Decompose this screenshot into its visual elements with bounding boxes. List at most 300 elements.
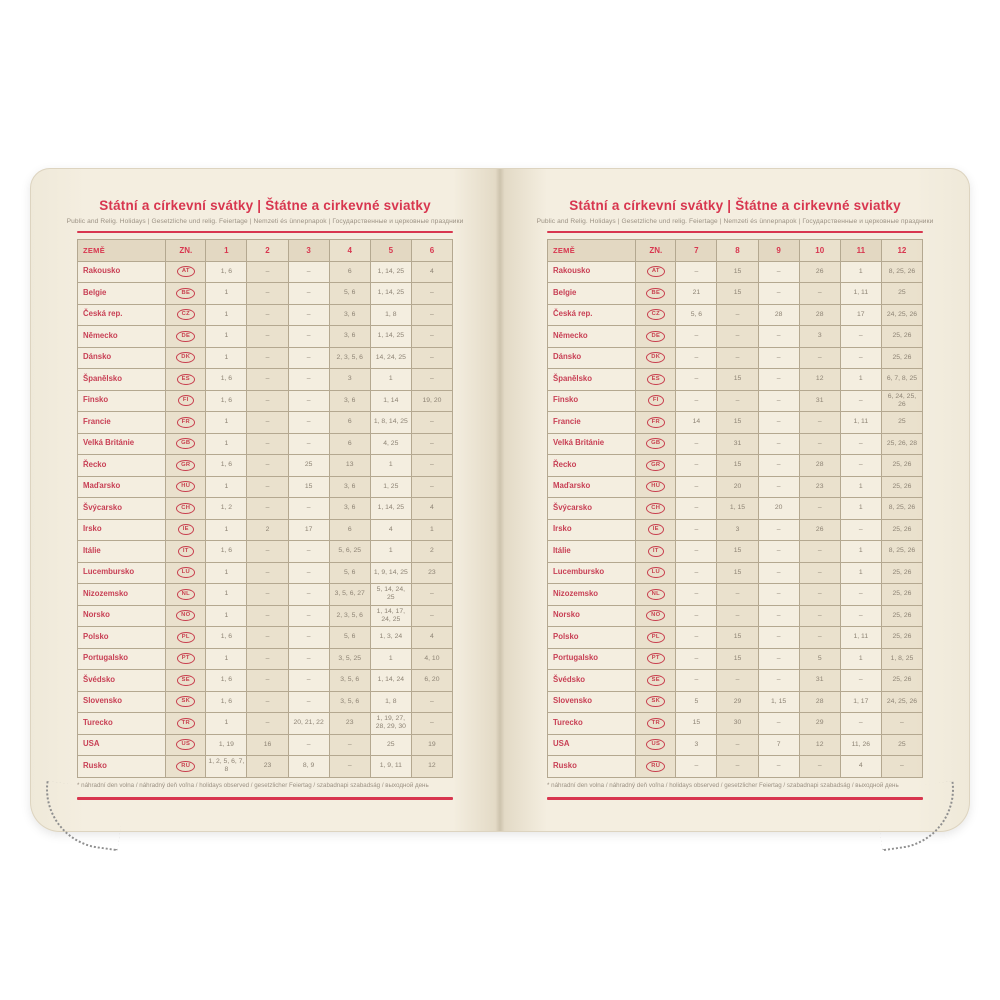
holiday-dates-cell: 8, 25, 26 bbox=[881, 261, 922, 283]
country-code-cell bbox=[636, 519, 676, 541]
holiday-dates-cell: 1 bbox=[840, 562, 881, 584]
holiday-dates-cell: – bbox=[758, 390, 799, 412]
country-name: Švédsko bbox=[548, 670, 636, 692]
country-code-badge: RU bbox=[646, 761, 665, 772]
holiday-dates-cell: 1, 11 bbox=[840, 412, 881, 434]
country-name: Španělsko bbox=[78, 369, 166, 391]
holiday-dates-cell: – bbox=[411, 326, 452, 348]
table-row bbox=[78, 412, 453, 434]
country-name: Německo bbox=[548, 326, 636, 348]
holiday-dates-cell: – bbox=[247, 562, 288, 584]
holiday-dates-cell: – bbox=[881, 756, 922, 778]
holiday-dates-cell: 1, 14, 25 bbox=[370, 261, 411, 283]
holiday-dates-cell: 5, 6 bbox=[329, 283, 370, 305]
header-row bbox=[548, 240, 923, 262]
holiday-dates-cell: 1 bbox=[840, 648, 881, 670]
holiday-dates-cell: 5 bbox=[676, 691, 717, 713]
holiday-dates-cell: 1, 17 bbox=[840, 691, 881, 713]
country-code-cell bbox=[166, 412, 206, 434]
country-code-cell bbox=[636, 412, 676, 434]
country-code-badge: SK bbox=[176, 696, 195, 707]
holiday-dates-cell: 23 bbox=[247, 756, 288, 778]
column-header-month-9: 9 bbox=[758, 240, 799, 262]
holiday-dates-cell: 2 bbox=[411, 541, 452, 563]
table-row bbox=[548, 347, 923, 369]
country-code-badge: IE bbox=[178, 524, 194, 535]
holiday-dates-cell: 1, 15 bbox=[717, 498, 758, 520]
country-code-badge: CH bbox=[646, 503, 665, 514]
table-row bbox=[548, 670, 923, 692]
table-row bbox=[78, 476, 453, 498]
holiday-dates-cell: 24, 25, 26 bbox=[881, 304, 922, 326]
country-code-badge: TR bbox=[177, 718, 195, 729]
table-row bbox=[78, 283, 453, 305]
holiday-dates-cell: 6 bbox=[329, 261, 370, 283]
column-header-code: ZN. bbox=[166, 240, 206, 262]
country-code-cell bbox=[166, 519, 206, 541]
country-code-badge: GR bbox=[176, 460, 195, 471]
holiday-dates-cell: 6 bbox=[329, 433, 370, 455]
table-row bbox=[548, 605, 923, 627]
holiday-dates-cell: 25, 26 bbox=[881, 584, 922, 606]
holiday-dates-cell: – bbox=[717, 390, 758, 412]
table-row bbox=[548, 261, 923, 283]
country-name: USA bbox=[548, 734, 636, 756]
holiday-dates-cell: – bbox=[247, 670, 288, 692]
country-code-badge: PT bbox=[647, 653, 665, 664]
holiday-dates-cell: – bbox=[247, 713, 288, 735]
table-row bbox=[548, 433, 923, 455]
holiday-dates-cell: 17 bbox=[288, 519, 329, 541]
holiday-dates-cell: – bbox=[329, 734, 370, 756]
holiday-dates-cell: – bbox=[758, 670, 799, 692]
country-code-cell bbox=[636, 627, 676, 649]
table-row bbox=[78, 390, 453, 412]
holiday-dates-cell: 1, 9, 14, 25 bbox=[370, 562, 411, 584]
country-name: Itálie bbox=[78, 541, 166, 563]
country-code-cell bbox=[166, 670, 206, 692]
table-row bbox=[548, 498, 923, 520]
country-code-badge: PL bbox=[177, 632, 195, 643]
column-header-month-2: 2 bbox=[247, 240, 288, 262]
country-name: Belgie bbox=[78, 283, 166, 305]
country-code-badge: FI bbox=[648, 395, 664, 406]
table-row bbox=[78, 713, 453, 735]
red-divider-bottom bbox=[547, 797, 923, 800]
holiday-dates-cell: – bbox=[758, 627, 799, 649]
country-code-cell bbox=[636, 326, 676, 348]
table-row bbox=[548, 734, 923, 756]
column-header-month-5: 5 bbox=[370, 240, 411, 262]
table-row bbox=[78, 541, 453, 563]
holiday-dates-cell: – bbox=[758, 648, 799, 670]
holiday-dates-cell: 12 bbox=[799, 369, 840, 391]
country-name: Finsko bbox=[548, 390, 636, 412]
country-code-badge: NO bbox=[176, 610, 195, 621]
holiday-dates-cell: 13 bbox=[329, 455, 370, 477]
holiday-dates-cell: – bbox=[758, 455, 799, 477]
country-code-cell bbox=[636, 605, 676, 627]
country-name: Lucembursko bbox=[78, 562, 166, 584]
holiday-dates-cell: 1 bbox=[206, 304, 247, 326]
holiday-dates-cell: 3, 5, 6 bbox=[329, 670, 370, 692]
holiday-dates-cell: 25, 26 bbox=[881, 670, 922, 692]
column-header-month-11: 11 bbox=[840, 240, 881, 262]
holiday-dates-cell: – bbox=[676, 476, 717, 498]
holiday-dates-cell: 1, 8 bbox=[370, 691, 411, 713]
holiday-dates-cell: 1, 11 bbox=[840, 283, 881, 305]
holiday-dates-cell: – bbox=[799, 347, 840, 369]
holiday-dates-cell: 20 bbox=[717, 476, 758, 498]
holiday-dates-cell: 26 bbox=[799, 519, 840, 541]
diary-page-right bbox=[500, 168, 970, 832]
column-header-month-3: 3 bbox=[288, 240, 329, 262]
table-row bbox=[548, 584, 923, 606]
holiday-dates-cell: 1, 14, 24 bbox=[370, 670, 411, 692]
holiday-dates-cell: – bbox=[758, 347, 799, 369]
country-name: Česká rep. bbox=[548, 304, 636, 326]
holiday-dates-cell: 14 bbox=[676, 412, 717, 434]
holiday-dates-cell: – bbox=[411, 713, 452, 735]
holiday-dates-cell: – bbox=[717, 326, 758, 348]
red-divider-top bbox=[77, 231, 453, 233]
holiday-dates-cell: – bbox=[758, 369, 799, 391]
holiday-dates-cell: – bbox=[840, 605, 881, 627]
country-name: Portugalsko bbox=[548, 648, 636, 670]
holiday-dates-cell: 31 bbox=[799, 390, 840, 412]
holiday-dates-cell: 1, 3, 24 bbox=[370, 627, 411, 649]
country-code-badge: DE bbox=[176, 331, 195, 342]
holiday-dates-cell: 3 bbox=[676, 734, 717, 756]
holiday-dates-cell: 1, 14, 17, 24, 25 bbox=[370, 605, 411, 627]
holiday-dates-cell: 11, 26 bbox=[840, 734, 881, 756]
holiday-dates-cell: 4 bbox=[840, 756, 881, 778]
table-row bbox=[78, 498, 453, 520]
holiday-dates-cell: – bbox=[717, 347, 758, 369]
holiday-dates-cell: – bbox=[758, 541, 799, 563]
country-code-badge: FI bbox=[178, 395, 194, 406]
country-code-cell bbox=[166, 713, 206, 735]
holiday-dates-cell: – bbox=[840, 326, 881, 348]
holiday-dates-cell: – bbox=[411, 584, 452, 606]
holiday-dates-cell: 1 bbox=[206, 326, 247, 348]
country-code-badge: DK bbox=[646, 352, 665, 363]
table-footnote: * náhradní den volna / náhradný deň voľna / holidays observed / gesetzlicher Feiertag / szabadnapi szabadság / выходной день bbox=[77, 781, 429, 789]
page-title: Státní a církevní svátky | Štátne a cirkevné sviatky bbox=[99, 198, 431, 213]
country-code-badge: PT bbox=[177, 653, 195, 664]
table-row bbox=[78, 756, 453, 778]
table-row bbox=[78, 584, 453, 606]
holiday-dates-cell: 3, 6 bbox=[329, 390, 370, 412]
holiday-dates-cell: 3, 6 bbox=[329, 304, 370, 326]
country-code-badge: ES bbox=[177, 374, 195, 385]
holiday-dates-cell: – bbox=[881, 713, 922, 735]
holiday-dates-cell: – bbox=[717, 605, 758, 627]
country-code-badge: US bbox=[176, 739, 195, 750]
holiday-dates-cell: – bbox=[840, 519, 881, 541]
country-code-cell bbox=[166, 326, 206, 348]
holiday-dates-cell: – bbox=[288, 498, 329, 520]
country-code-cell bbox=[636, 734, 676, 756]
holiday-dates-cell: 6 bbox=[329, 519, 370, 541]
country-code-cell bbox=[166, 498, 206, 520]
holiday-dates-cell: 1 bbox=[206, 648, 247, 670]
country-code-cell bbox=[636, 347, 676, 369]
holiday-dates-cell: – bbox=[288, 605, 329, 627]
country-code-cell bbox=[636, 541, 676, 563]
country-name: Nizozemsko bbox=[548, 584, 636, 606]
country-name: Finsko bbox=[78, 390, 166, 412]
country-code-badge: RU bbox=[176, 761, 195, 772]
table-row bbox=[78, 648, 453, 670]
holiday-dates-cell: – bbox=[247, 584, 288, 606]
holiday-dates-cell: – bbox=[288, 347, 329, 369]
table-row bbox=[548, 541, 923, 563]
table-row bbox=[78, 347, 453, 369]
holiday-dates-cell: – bbox=[676, 670, 717, 692]
holiday-dates-cell: – bbox=[411, 283, 452, 305]
holiday-dates-cell: – bbox=[411, 304, 452, 326]
holiday-dates-cell: – bbox=[676, 433, 717, 455]
country-code-cell bbox=[166, 562, 206, 584]
table-row bbox=[548, 476, 923, 498]
holiday-dates-cell: 15 bbox=[676, 713, 717, 735]
country-code-cell bbox=[166, 541, 206, 563]
holiday-dates-cell: – bbox=[411, 347, 452, 369]
page-subtitle: Public and Relig. Holidays | Gesetzliche und relig. Feiertage | Nemzeti és ünnepnapok | Государственные и церковные праздники bbox=[66, 218, 464, 225]
country-code-badge: LU bbox=[647, 567, 665, 578]
country-code-badge: CZ bbox=[647, 309, 665, 320]
holiday-dates-cell: – bbox=[799, 541, 840, 563]
holiday-dates-cell: 1 bbox=[206, 412, 247, 434]
holiday-dates-cell: 8, 25, 26 bbox=[881, 541, 922, 563]
table-row bbox=[548, 412, 923, 434]
country-code-cell bbox=[636, 261, 676, 283]
holiday-dates-cell: – bbox=[840, 584, 881, 606]
country-code-cell bbox=[166, 283, 206, 305]
holiday-dates-cell: – bbox=[247, 627, 288, 649]
country-code-cell bbox=[166, 605, 206, 627]
table-row bbox=[548, 283, 923, 305]
holiday-dates-cell: – bbox=[676, 541, 717, 563]
country-code-cell bbox=[166, 304, 206, 326]
holiday-dates-cell: 28 bbox=[799, 691, 840, 713]
holiday-dates-cell: 14, 24, 25 bbox=[370, 347, 411, 369]
holiday-dates-cell: – bbox=[799, 498, 840, 520]
holiday-dates-cell: 1 bbox=[206, 283, 247, 305]
country-code-cell bbox=[636, 648, 676, 670]
holiday-dates-cell: 1, 8, 25 bbox=[881, 648, 922, 670]
column-header-country: ZEMĚ bbox=[78, 240, 166, 262]
holiday-dates-cell: – bbox=[676, 648, 717, 670]
holiday-dates-cell: 2, 3, 5, 6 bbox=[329, 347, 370, 369]
holiday-dates-cell: 25 bbox=[288, 455, 329, 477]
country-code-cell bbox=[636, 756, 676, 778]
table-row bbox=[548, 519, 923, 541]
holiday-dates-cell: 17 bbox=[840, 304, 881, 326]
holiday-dates-cell: 15 bbox=[717, 455, 758, 477]
country-code-cell bbox=[636, 476, 676, 498]
table-row bbox=[78, 433, 453, 455]
table-row bbox=[78, 691, 453, 713]
country-name: Irsko bbox=[548, 519, 636, 541]
table-row bbox=[548, 627, 923, 649]
holiday-dates-cell: 4, 10 bbox=[411, 648, 452, 670]
country-code-cell bbox=[166, 756, 206, 778]
table-row bbox=[548, 304, 923, 326]
table-row bbox=[78, 734, 453, 756]
holiday-dates-cell: 16 bbox=[247, 734, 288, 756]
table-row bbox=[548, 691, 923, 713]
page-subtitle: Public and Relig. Holidays | Gesetzliche und relig. Feiertage | Nemzeti és ünnepnapok | Государственные и церковные праздники bbox=[536, 218, 934, 225]
holiday-dates-cell: 1, 14 bbox=[370, 390, 411, 412]
holiday-dates-cell: – bbox=[799, 283, 840, 305]
table-row bbox=[548, 455, 923, 477]
holiday-table-months-7-12 bbox=[547, 239, 923, 778]
holiday-dates-cell: – bbox=[288, 369, 329, 391]
corner-stitching-left-icon bbox=[38, 781, 126, 852]
country-code-badge: GB bbox=[646, 438, 665, 449]
holiday-dates-cell: 25, 26 bbox=[881, 605, 922, 627]
column-header-month-7: 7 bbox=[676, 240, 717, 262]
holiday-dates-cell: – bbox=[288, 412, 329, 434]
country-code-cell bbox=[166, 691, 206, 713]
holiday-dates-cell: 1, 9, 11 bbox=[370, 756, 411, 778]
holiday-dates-cell: 19, 20 bbox=[411, 390, 452, 412]
country-name: Irsko bbox=[78, 519, 166, 541]
holiday-dates-cell: – bbox=[411, 412, 452, 434]
holiday-dates-cell: 1, 11 bbox=[840, 627, 881, 649]
holiday-dates-cell: 1 bbox=[206, 562, 247, 584]
holiday-dates-cell: 1 bbox=[370, 455, 411, 477]
table-row bbox=[548, 756, 923, 778]
country-code-badge: BE bbox=[176, 288, 195, 299]
country-code-badge: DE bbox=[646, 331, 665, 342]
holiday-dates-cell: 6, 20 bbox=[411, 670, 452, 692]
holiday-dates-cell: 1, 6 bbox=[206, 369, 247, 391]
country-code-badge: US bbox=[646, 739, 665, 750]
holiday-dates-cell: 1 bbox=[840, 498, 881, 520]
holiday-dates-cell: – bbox=[247, 691, 288, 713]
country-code-badge: CH bbox=[176, 503, 195, 514]
holiday-dates-cell: – bbox=[758, 584, 799, 606]
holiday-dates-cell: 1, 19, 27, 28, 29, 30 bbox=[370, 713, 411, 735]
country-code-badge: ES bbox=[647, 374, 665, 385]
holiday-dates-cell: – bbox=[411, 455, 452, 477]
holiday-dates-cell: – bbox=[247, 347, 288, 369]
holiday-dates-cell: 1 bbox=[370, 541, 411, 563]
holiday-dates-cell: 6, 24, 25, 26 bbox=[881, 390, 922, 412]
country-name: Švédsko bbox=[78, 670, 166, 692]
holiday-dates-cell: 3 bbox=[329, 369, 370, 391]
country-name: Rusko bbox=[548, 756, 636, 778]
holiday-dates-cell: – bbox=[758, 412, 799, 434]
country-code-badge: IT bbox=[178, 546, 194, 557]
holiday-dates-cell: 12 bbox=[799, 734, 840, 756]
header-row bbox=[78, 240, 453, 262]
holiday-dates-cell: – bbox=[288, 670, 329, 692]
holiday-dates-cell: 1 bbox=[206, 519, 247, 541]
holiday-dates-cell: – bbox=[758, 605, 799, 627]
holiday-dates-cell: 20, 21, 22 bbox=[288, 713, 329, 735]
holiday-dates-cell: – bbox=[329, 756, 370, 778]
column-header-country: ZEMĚ bbox=[548, 240, 636, 262]
column-header-month-6: 6 bbox=[411, 240, 452, 262]
holiday-dates-cell: 15 bbox=[717, 283, 758, 305]
country-code-badge: FR bbox=[647, 417, 665, 428]
holiday-dates-cell: 3, 5, 6, 27 bbox=[329, 584, 370, 606]
holiday-dates-cell: 1 bbox=[840, 369, 881, 391]
country-name: Německo bbox=[78, 326, 166, 348]
holiday-dates-cell: – bbox=[717, 584, 758, 606]
holiday-dates-cell: – bbox=[799, 627, 840, 649]
holiday-dates-cell: – bbox=[247, 498, 288, 520]
country-name: Velká Británie bbox=[548, 433, 636, 455]
country-code-badge: NO bbox=[646, 610, 665, 621]
holiday-dates-cell: – bbox=[411, 605, 452, 627]
holiday-dates-cell: – bbox=[247, 283, 288, 305]
holiday-dates-cell: 1 bbox=[840, 476, 881, 498]
country-name: Slovensko bbox=[78, 691, 166, 713]
country-code-cell bbox=[166, 390, 206, 412]
holiday-dates-cell: – bbox=[840, 670, 881, 692]
country-name: Polsko bbox=[78, 627, 166, 649]
country-code-badge: IT bbox=[648, 546, 664, 557]
diary-page-left bbox=[30, 168, 500, 832]
country-code-badge: FR bbox=[177, 417, 195, 428]
holiday-dates-cell: – bbox=[799, 756, 840, 778]
country-code-cell bbox=[636, 283, 676, 305]
holiday-dates-cell: 1 bbox=[840, 261, 881, 283]
country-name: Velká Británie bbox=[78, 433, 166, 455]
holiday-dates-cell: – bbox=[288, 304, 329, 326]
country-code-badge: SE bbox=[647, 675, 665, 686]
table-row bbox=[78, 627, 453, 649]
table-row bbox=[548, 713, 923, 735]
holiday-dates-cell: 12 bbox=[411, 756, 452, 778]
holiday-dates-cell: 3, 5, 6 bbox=[329, 691, 370, 713]
holiday-dates-cell: 1, 2 bbox=[206, 498, 247, 520]
country-code-badge: AT bbox=[177, 266, 195, 277]
holiday-dates-cell: – bbox=[758, 756, 799, 778]
holiday-dates-cell: – bbox=[676, 562, 717, 584]
country-name: Španělsko bbox=[548, 369, 636, 391]
holiday-dates-cell: 25 bbox=[881, 283, 922, 305]
holiday-dates-cell: 21 bbox=[676, 283, 717, 305]
holiday-dates-cell: – bbox=[717, 670, 758, 692]
holiday-dates-cell: – bbox=[288, 562, 329, 584]
country-code-badge: GB bbox=[176, 438, 195, 449]
holiday-table-months-1-6 bbox=[77, 239, 453, 778]
holiday-dates-cell: – bbox=[676, 347, 717, 369]
holiday-dates-cell: 15 bbox=[717, 648, 758, 670]
country-code-cell bbox=[166, 433, 206, 455]
holiday-dates-cell: 23 bbox=[329, 713, 370, 735]
country-name: Maďarsko bbox=[548, 476, 636, 498]
country-code-badge: NL bbox=[177, 589, 195, 600]
country-code-badge: SK bbox=[646, 696, 665, 707]
country-code-cell bbox=[166, 584, 206, 606]
holiday-dates-cell: – bbox=[840, 347, 881, 369]
holiday-dates-cell: – bbox=[288, 390, 329, 412]
red-divider-bottom bbox=[77, 797, 453, 800]
holiday-dates-cell: 25, 26, 28 bbox=[881, 433, 922, 455]
holiday-dates-cell: 1, 6 bbox=[206, 670, 247, 692]
country-name: Slovensko bbox=[548, 691, 636, 713]
holiday-dates-cell: 8, 25, 26 bbox=[881, 498, 922, 520]
diary-spread bbox=[30, 168, 970, 832]
table-row bbox=[78, 326, 453, 348]
